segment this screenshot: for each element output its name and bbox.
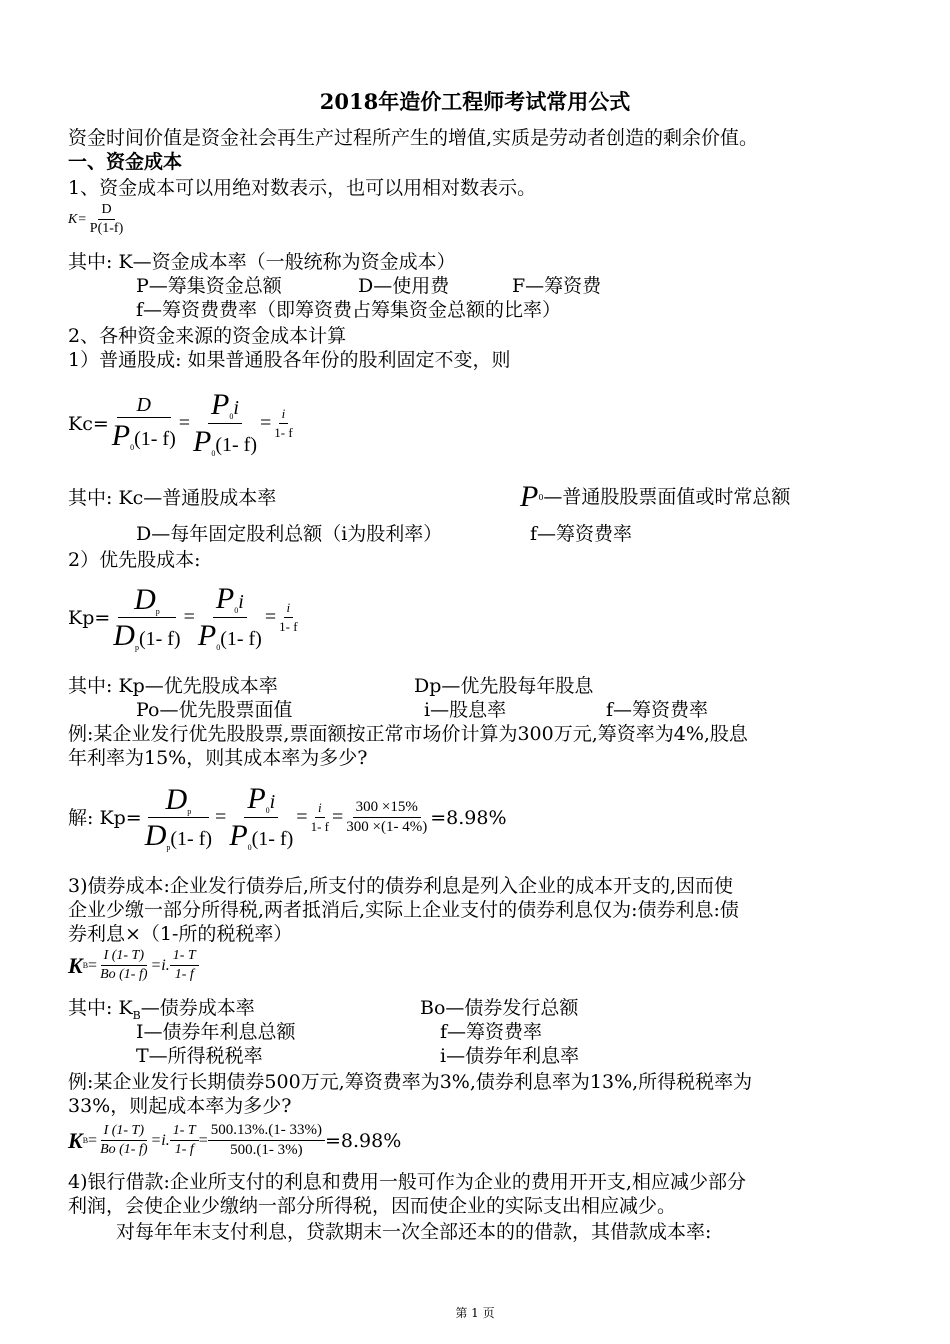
numerator: $P_0i$ [213, 582, 247, 618]
solution-formula: K B = $\frac{I (1- T)}{Bo (1- f)}$ =i. $\frac{1- T}{1- f}$ = $\frac{500.13\%.(1- 33\%)}{500.(1- 3\%)}$ =8.98% [68, 1122, 402, 1158]
paragraph: 4)银行借款:企业所支付的利息和费用一般可作为企业的费用开开支,相应减少部分 [68, 1171, 746, 1193]
fraction [97, 948, 150, 983]
example-text: 例:某企业发行长期债券500万元,筹资费率为3%,债券利息率为13%,所得税税率为 [68, 1071, 753, 1093]
formula-lhs: Kc= [68, 412, 109, 435]
formula-lhs: K= [68, 211, 87, 227]
result-value: =8.98% [324, 1129, 402, 1152]
formula-kb: K B = $\frac{I (1- T)}{Bo (1- f)}$ =i. $\frac{1- T}{1- f}$ [68, 948, 199, 983]
paragraph: 1）普通股成: 如果普通股各年份的股利固定不变，则 [68, 349, 511, 371]
numerator: $P_0i$ [244, 782, 278, 818]
numerator: $P_0i$ [208, 388, 242, 424]
numerator: $D_p$ [148, 783, 210, 818]
denominator: 500.(1- 3%) [230, 1142, 303, 1158]
denominator: 1- f [279, 619, 298, 634]
numerator: 1- T [170, 1123, 199, 1141]
section-heading: 一、资金成本 [68, 151, 183, 173]
fraction [170, 948, 199, 983]
formula-lhs: Kp= [68, 606, 111, 629]
fraction [109, 394, 179, 453]
definition-line: f—筹资费率 [440, 1021, 543, 1043]
fraction [195, 582, 265, 653]
fraction [97, 1123, 150, 1158]
intro-text: 资金时间价值是资金社会再生产过程所产生的增值,实质是劳动者创造的剩余价值。 [68, 127, 759, 149]
fraction [110, 583, 183, 653]
paragraph: 2、各种资金来源的资金成本计算 [68, 325, 347, 347]
definition-line: D—使用费 [358, 275, 450, 297]
numerator: i [284, 600, 294, 618]
numerator: D [117, 394, 171, 418]
denominator: 1- f [310, 819, 329, 834]
definition-line: P 0 —普通股股票面值或时常总额 [520, 480, 791, 513]
definition-line: i—债券年利息率 [440, 1045, 580, 1067]
fraction [142, 783, 215, 853]
formula-kc: Kc= $\frac{D}{P_0(1- f)}$ = $\frac{P_0i}{P_0(1- f)}$ = $\frac{i}{1- f}$ [68, 388, 296, 459]
denominator: Bo (1- f) [100, 1142, 148, 1157]
paragraph: 1、资金成本可以用绝对数表示，也可以用相对数表示。 [68, 177, 537, 199]
numerator: D [98, 202, 114, 220]
solution-formula: 解: Kp= $\frac{D_p}{D_p(1- f)}$ = $\frac{P_0i}{P_0(1- f)}$ = $\frac{i}{1- f}$ = $\frac{300 \times 15\%}{300 \times(1- 4\%)}$ =8.98% [68, 782, 507, 852]
paragraph: 2）优先股成本: [68, 549, 201, 571]
numerator: 500.13%.(1- 33%) [208, 1122, 325, 1141]
fraction [226, 782, 296, 853]
numerator: I (1- T) [101, 948, 147, 966]
denominator: 300 ×(1- 4%) [346, 819, 428, 835]
denominator: $D_p(1-$ f) [113, 618, 181, 652]
result-value: =8.98% [430, 806, 507, 829]
fraction [170, 1123, 199, 1158]
page-number: 第 1 页 [455, 1306, 495, 1320]
numerator: i [279, 406, 289, 424]
numerator: $D_p$ [118, 583, 176, 618]
example-text: 33%，则起成本率为多少? [68, 1095, 292, 1117]
example-text: 年利率为15%，则其成本率为多少? [68, 747, 368, 769]
fraction [308, 800, 332, 835]
definition-line: 其中: Kc—普通股成本率 [68, 487, 277, 509]
definition-line: 其中: Kp—优先股成本率 [68, 675, 278, 697]
definition-line: P—筹集资金总额 [136, 275, 282, 297]
formula-k [68, 202, 126, 237]
definition-line: Po—优先股票面值 [136, 699, 293, 721]
denominator: 1- f [174, 967, 194, 982]
denominator: Bo (1- f) [100, 967, 148, 982]
numerator: 300 ×15% [353, 799, 421, 818]
denominator: $P_0(1-$ f) [111, 419, 176, 452]
page-title: 2018年造价工程师考试常用公式 [319, 89, 631, 114]
definition-line: f—筹资费率 [530, 523, 633, 545]
denominator: $D_p(1-$ f) [144, 818, 213, 852]
denominator: $P_0(1-$ f) [193, 425, 257, 458]
paragraph: 对每年年末支付利息，贷款期末一次全部还本的的借款，其借款成本率: [116, 1221, 712, 1243]
fraction [208, 1122, 325, 1159]
formula-kp: Kp= $\frac{D_p}{D_p(1- f)}$ = $\frac{P_0i}{P_0(1- f)}$ = $\frac{i}{1- f}$ [68, 582, 301, 653]
denominator: P(1-f) [89, 221, 124, 236]
example-text: 例:某企业发行优先股股票,票面额按正常市场价计算为300万元,筹资率为4%,股息 [68, 723, 748, 745]
denominator: $P_0(1-$ f) [197, 619, 262, 652]
paragraph: 企业少缴一部分所得税,两者抵消后,实际上企业支付的债券利息仅为:债券利息:债 [68, 899, 739, 921]
numerator: I (1- T) [101, 1123, 147, 1141]
definition-line: F—筹资费 [512, 275, 602, 297]
definition-line: Dp—优先股每年股息 [414, 675, 594, 697]
formula-lhs: 解: Kp= [68, 806, 142, 829]
definition-line: 其中: $K_B—$债券成本率 [68, 997, 255, 1022]
definition-line: I—债券年利息总额 [136, 1021, 296, 1043]
paragraph: 3)债券成本:企业发行债券后,所支付的债券利息是列入企业的成本开支的,因而使 [68, 875, 733, 897]
fraction [343, 799, 430, 836]
paragraph: 利润，会使企业少缴纳一部分所得税，因而使企业的实际支出相应减少。 [68, 1195, 677, 1217]
definition-line: f—筹资费率 [606, 699, 709, 721]
fraction [276, 600, 300, 635]
numerator: i [315, 800, 325, 818]
denominator: 1- f [274, 425, 293, 440]
definition-line: i—股息率 [424, 699, 507, 721]
fraction [87, 202, 126, 237]
definition-line: D—每年固定股利总额（i为股利率） [136, 523, 443, 545]
fraction [271, 406, 295, 441]
definition-line: f—筹资费费率（即筹资费占筹集资金总额的比率） [136, 299, 562, 321]
fraction [190, 388, 260, 459]
paragraph: 券利息×（1-所的税税率） [68, 923, 293, 945]
definition-line: Bo—债券发行总额 [420, 997, 579, 1019]
numerator: 1- T [170, 948, 199, 966]
denominator: $P_0(1-$ f) [229, 819, 294, 852]
definition-line: T—所得税税率 [136, 1045, 263, 1067]
denominator: 1- f [174, 1142, 194, 1157]
definition-line: 其中: K—资金成本率（一般统称为资金成本） [68, 251, 456, 273]
